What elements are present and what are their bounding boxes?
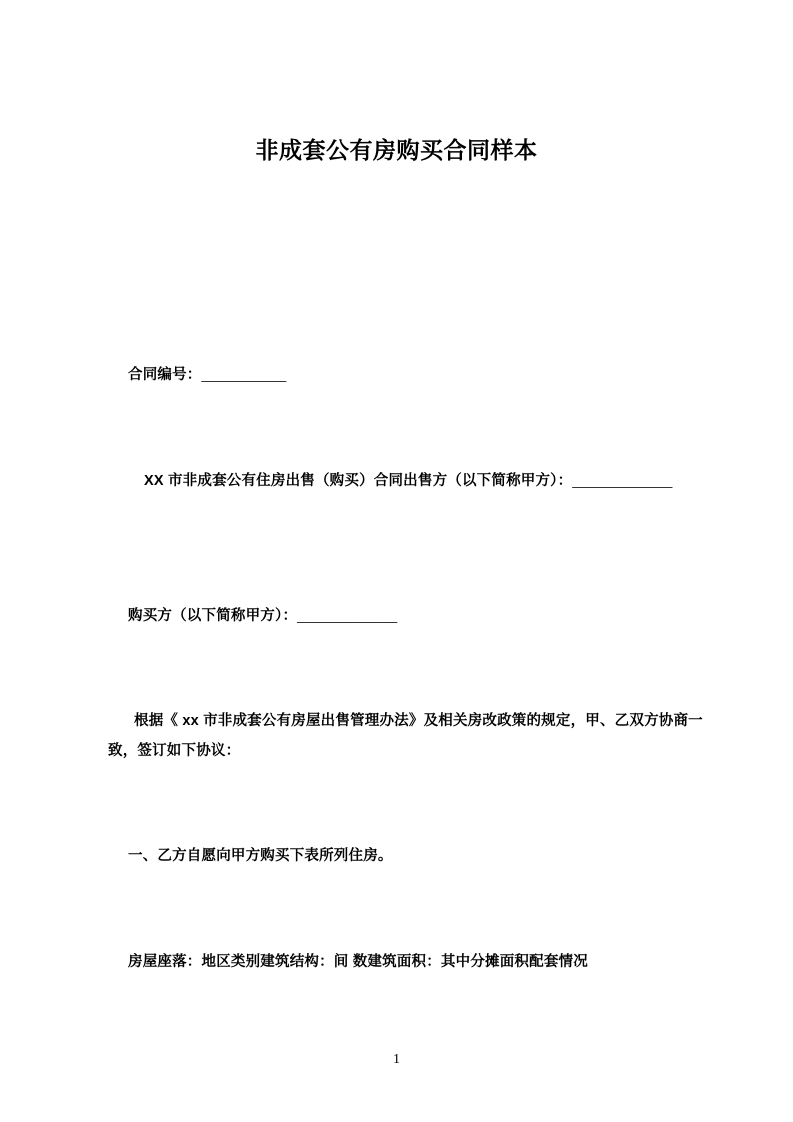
buyer-line: [128, 601, 397, 631]
buyer-label: 购买方（以下简称甲方）：: [128, 608, 298, 624]
clause-one-paragraph: 一、乙方自愿向甲方购买下表所列住房。: [128, 848, 393, 864]
seller-label: XX 市非成套公有住房出售（购买）合同出售方（以下简称甲方）：: [144, 473, 573, 489]
property-table-header-line: 房屋座落：地区类别建筑结构：间 数建筑面积：其中分摊面积配套情况: [128, 954, 588, 970]
page-title: 非成套公有房购买合同样本: [255, 137, 538, 163]
legal-basis-paragraph: 根据《 xx 市非成套公有房屋出售管理办法》及相关房改政策的规定，甲、乙双方协商一致，签订如下协议：: [108, 713, 703, 759]
contract-number-blank: ___________: [201, 367, 286, 383]
page-number: 1: [393, 1052, 400, 1067]
seller-blank: _____________: [572, 473, 672, 489]
contract-number-line: [128, 360, 286, 390]
buyer-blank: _____________: [297, 608, 397, 624]
contract-number-label: 合同编号：: [128, 367, 202, 383]
seller-line: [108, 466, 708, 496]
